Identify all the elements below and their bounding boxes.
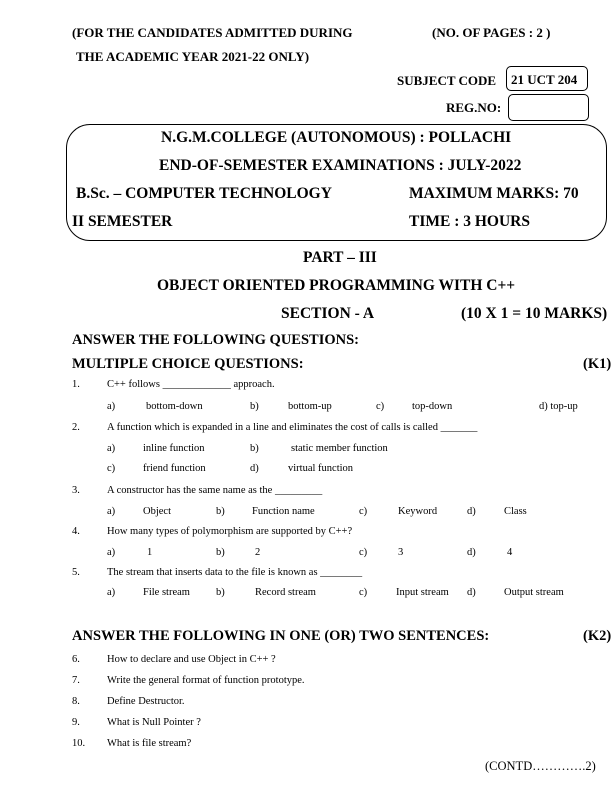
option-text: virtual function xyxy=(288,463,354,474)
college-name: N.G.M.COLLEGE (AUTONOMOUS) : POLLACHI xyxy=(161,129,512,146)
admitted-line-2: THE ACADEMIC YEAR 2021-22 ONLY) xyxy=(76,49,310,64)
short-answer-level: (K2) xyxy=(583,628,612,644)
option-label: a) xyxy=(107,587,116,598)
option-text: Object xyxy=(143,506,171,517)
question-number: 2. xyxy=(72,422,80,433)
subject-code-label: SUBJECT CODE xyxy=(397,73,497,88)
pages-count: (NO. OF PAGES : 2 ) xyxy=(432,25,551,40)
option-label: d) xyxy=(467,587,476,598)
question-number: 5. xyxy=(72,567,80,578)
option-text: Output stream xyxy=(504,587,564,598)
question-number: 7. xyxy=(72,675,80,686)
option-label: a) xyxy=(107,506,116,517)
option-text: friend function xyxy=(143,463,206,474)
option-label: c) xyxy=(359,506,368,517)
option-text: Function name xyxy=(252,506,315,517)
option-label: a) xyxy=(107,547,116,558)
question-number: 1. xyxy=(72,379,80,390)
instruction: ANSWER THE FOLLOWING QUESTIONS: xyxy=(72,332,359,348)
semester: II SEMESTER xyxy=(72,213,173,230)
reg-no-field[interactable] xyxy=(508,94,589,121)
option-text: File stream xyxy=(143,587,190,598)
option-text: Record stream xyxy=(255,587,316,598)
option-label: a) xyxy=(107,443,116,454)
option-label: c) xyxy=(107,463,116,474)
exam-time: TIME : 3 HOURS xyxy=(409,213,530,230)
option-label: d) xyxy=(467,547,476,558)
option-text: bottom-up xyxy=(288,401,332,412)
option-text: Keyword xyxy=(398,506,438,517)
question-text: Define Destructor. xyxy=(107,696,185,707)
mcq-heading: MULTIPLE CHOICE QUESTIONS: xyxy=(72,356,304,372)
option-text: 2 xyxy=(255,547,261,558)
mcq-level: (K1) xyxy=(583,356,612,372)
option-label: b) xyxy=(250,401,259,412)
question-text: C++ follows _____________ approach. xyxy=(107,379,275,390)
question-number: 6. xyxy=(72,654,80,665)
reg-no-label: REG.NO: xyxy=(446,100,502,115)
section-marks: (10 X 1 = 10 MARKS) xyxy=(461,305,608,322)
option-label: c) xyxy=(359,547,368,558)
option-text: 1 xyxy=(147,547,153,558)
option-label: c) xyxy=(376,401,385,412)
option-text: static member function xyxy=(291,443,388,454)
option-label: b) xyxy=(250,443,259,454)
section-title: SECTION - A xyxy=(281,305,375,322)
subject-code-box xyxy=(506,66,588,91)
question-text: What is Null Pointer ? xyxy=(107,717,201,728)
question-text: The stream that inserts data to the file is known as ________ xyxy=(107,567,363,578)
max-marks: MAXIMUM MARKS: 70 xyxy=(409,185,579,202)
short-answer-heading: ANSWER THE FOLLOWING IN ONE (OR) TWO SENTENCES: xyxy=(72,628,490,644)
option-label: b) xyxy=(216,587,225,598)
part-title: PART – III xyxy=(303,249,377,266)
option-text: bottom-down xyxy=(146,401,203,412)
question-number: 4. xyxy=(72,526,80,537)
question-number: 3. xyxy=(72,485,80,496)
option-label: d) xyxy=(467,506,476,517)
question-text: What is file stream? xyxy=(107,738,192,749)
question-text: A function which is expanded in a line and eliminates the cost of calls is called _______ xyxy=(107,422,478,433)
question-text: How to declare and use Object in C++ ? xyxy=(107,654,276,665)
programme: B.Sc. – COMPUTER TECHNOLOGY xyxy=(76,185,332,202)
exam-title: END-OF-SEMESTER EXAMINATIONS : JULY-2022 xyxy=(159,157,522,174)
subject-title: OBJECT ORIENTED PROGRAMMING WITH C++ xyxy=(157,277,516,294)
question-number: 9. xyxy=(72,717,80,728)
question-number: 8. xyxy=(72,696,80,707)
option-text: inline function xyxy=(143,443,205,454)
option-label: b) xyxy=(216,506,225,517)
option-label: b) xyxy=(216,547,225,558)
question-text: A constructor has the same name as the _________ xyxy=(107,485,323,496)
option-label: d) xyxy=(250,463,259,474)
continued-note: (CONTD………….2) xyxy=(485,759,596,773)
option-text: 3 xyxy=(398,547,404,558)
subject-code-value: 21 UCT 204 xyxy=(511,72,578,87)
question-text: How many types of polymorphism are supported by C++? xyxy=(107,526,353,537)
option-text: Input stream xyxy=(396,587,449,598)
option-text: Class xyxy=(504,506,527,517)
option-text: 4 xyxy=(507,547,513,558)
option-label: c) xyxy=(359,587,368,598)
option-text: d) top-up xyxy=(539,401,578,412)
option-label: a) xyxy=(107,401,116,412)
option-text: top-down xyxy=(412,401,453,412)
question-number: 10. xyxy=(72,738,86,749)
question-text: Write the general format of function prototype. xyxy=(107,675,305,686)
admitted-line-1: (FOR THE CANDIDATES ADMITTED DURING xyxy=(72,25,353,40)
